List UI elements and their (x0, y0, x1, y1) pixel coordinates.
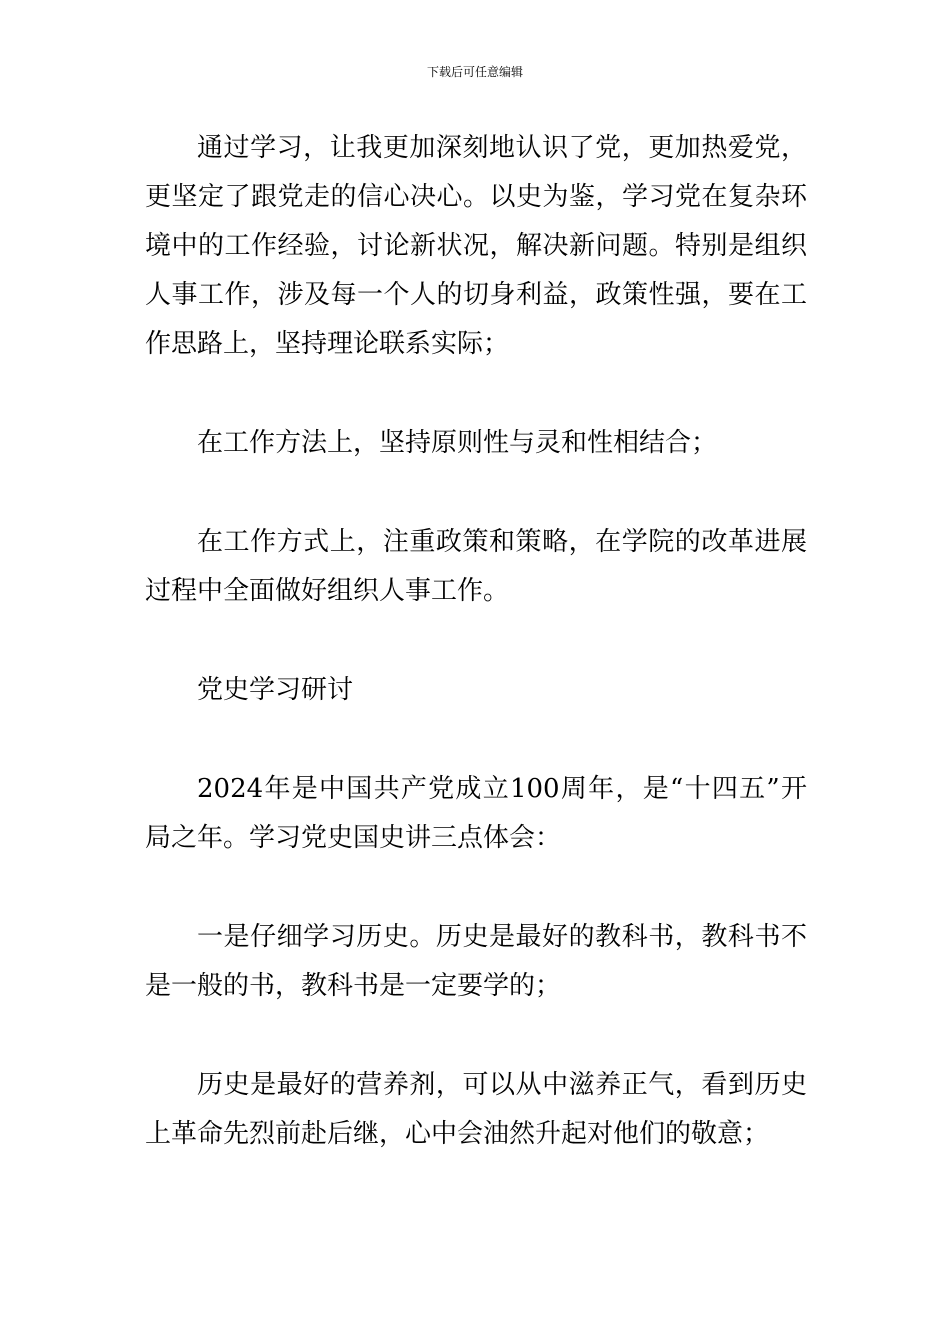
section-heading: 党史学习研讨 (197, 675, 354, 705)
paragraph-work-style: 在工作方式上，注重政策和策略，在学院的改革进展过程中全面做好组织人事工作。 (145, 527, 807, 606)
paragraph-work-method: 在工作方法上，坚持原则性与灵和性相结合； (197, 428, 718, 458)
paragraph-history-nourishment: 历史是最好的营养剂，可以从中滋养正气，看到历史上革命先烈前赴后继，心中会油然升起对他们的敬意； (145, 1070, 807, 1149)
paragraph-anniversary: 2024年是中国共产党成立100周年，是“十四五”开局之年。学习党史国史讲三点体会： (145, 774, 807, 853)
paragraph-point-one: 一是仔细学习历史。历史是最好的教科书，教科书不是一般的书，教科书是一定要学的； (145, 922, 807, 1001)
document-body (145, 124, 807, 1209)
page-header-note: 下载后可任意编辑 (426, 65, 523, 79)
paragraph-study-reflection: 通过学习，让我更加深刻地认识了党，更加热爱党，更坚定了跟党走的信心决心。以史为鉴，学习党在复杂环境中的工作经验，讨论新状况，解决新问题。特别是组织人事工作，涉及每一个人的切身利益，政策性强，要在工作思路上，坚持理论联系实际； (145, 133, 807, 359)
